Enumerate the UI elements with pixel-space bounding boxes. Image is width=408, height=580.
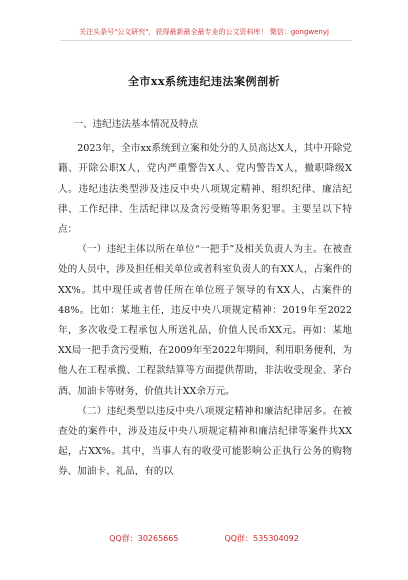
header-divider bbox=[60, 40, 352, 41]
footer-qq-group-2: QQ群：535304092 bbox=[224, 534, 299, 543]
footer-contact bbox=[0, 533, 408, 544]
header-promo-text: 关注头条号"公文研究"，获得最新最全最专业的公文资料库！ 微信：gongwenyj bbox=[79, 28, 329, 36]
document-body bbox=[58, 115, 352, 483]
section-heading: 一、违纪违法基本情况及特点 bbox=[73, 119, 199, 130]
paragraph: （二）违纪类型以违反中央八项规定精神和廉洁纪律居多。在被查处的案件中，涉及违反中央八项规定精神和廉洁纪律等案件共XX起，占XX%。其中，当事人有的收受可能影响公正执行公务的购物券、加油卡、礼品，有的以 bbox=[58, 405, 352, 478]
paragraph: 2023年，全市xx系统到立案和处分的人员高达X人，其中开除党籍、开除公职X人，党内严重警告X人、党内警告X人，撤职降级X人。违纪违法类型涉及违反中央八项规定精神、组织纪律、廉洁纪律、工作纪律、生活纪律以及贪污受贿等职务犯罪。主要呈以下特点： bbox=[58, 143, 352, 236]
footer-qq-group-1: QQ群：30265665 bbox=[109, 534, 179, 543]
paragraph: （一）违纪主体以所在单位“一把手”及相关负责人为主。在被查处的人员中，涉及担任相关单位或者科室负责人的有XX人，占案件的XX%。其中现任或者曾任所在单位班子领导的有XX人，占案件的48%。比如：某地主任，违反中央八项规定精神：2019年至2022年，多次收受工程承包人所送礼品，价值人民币XX元。再如：某地XX局一把手贪污受贿，在2009年至2022年期间，利用职务便利，为他人在工程承揽、工程款结算等方面提供帮助，非法收受现金、茅台酒、加油卡等财务，价值共计XX余万元。 bbox=[58, 244, 352, 397]
document-title: 全市xx系统违纪违法案例剖析 bbox=[127, 75, 281, 88]
